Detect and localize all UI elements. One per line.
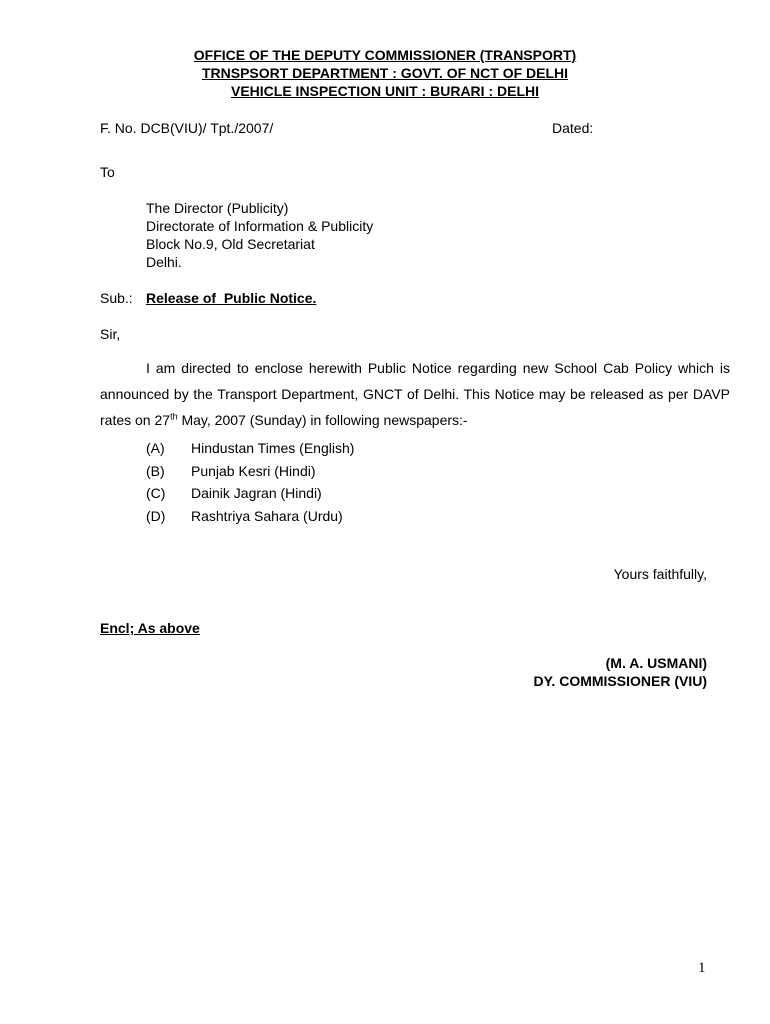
enclosure-note: Encl; As above — [100, 620, 200, 636]
list-item-mark: (B) — [146, 463, 165, 479]
header-line-2: TRNSPSORT DEPARTMENT : GOVT. OF NCT OF DELHI — [201, 65, 569, 81]
subject-text: Release of Public Notice. — [146, 290, 317, 306]
subject-label: Sub.: — [100, 290, 133, 306]
address-line-2: Directorate of Information & Publicity — [146, 218, 374, 234]
salutation: Sir, — [100, 326, 121, 342]
body-paragraph — [100, 355, 730, 433]
list-item-name: Hindustan Times (English) — [191, 440, 355, 456]
header-line-3: VEHICLE INSPECTION UNIT : BURARI : DELHI — [230, 83, 539, 99]
page-number: 1 — [698, 960, 706, 976]
closing-text: Yours faithfully, — [613, 566, 707, 582]
signatory-name: (M. A. USMANI) — [605, 655, 707, 671]
address-line-3: Block No.9, Old Secretariat — [146, 236, 315, 252]
to-label: To — [100, 164, 115, 180]
list-item-name: Dainik Jagran (Hindi) — [191, 485, 322, 501]
list-item-name: Rashtriya Sahara (Urdu) — [191, 508, 343, 524]
body-superscript: th — [170, 411, 178, 422]
file-number: F. No. DCB(VIU)/ Tpt./2007/ — [100, 120, 274, 136]
header-line-1: OFFICE OF THE DEPUTY COMMISSIONER (TRANSPORT) — [193, 47, 577, 63]
list-item-mark: (C) — [146, 485, 166, 501]
list-item-mark: (D) — [146, 508, 166, 524]
signatory-designation: DY. COMMISSIONER (VIU) — [533, 673, 707, 689]
list-item-name: Punjab Kesri (Hindi) — [191, 463, 316, 479]
list-item-mark: (A) — [146, 440, 165, 456]
address-line-1: The Director (Publicity) — [146, 200, 289, 216]
dated-label: Dated: — [552, 120, 594, 136]
body-text-part-2: May, 2007 (Sunday) in following newspapers:- — [177, 412, 468, 428]
address-line-4: Delhi. — [146, 254, 182, 270]
body-text-part-1: I am directed to enclose herewith Public Notice regarding new School Cab Policy which is announced by the Transport Department, GNCT of Delhi. This Notice may be released as per DAVP rates on 27 — [100, 360, 730, 428]
